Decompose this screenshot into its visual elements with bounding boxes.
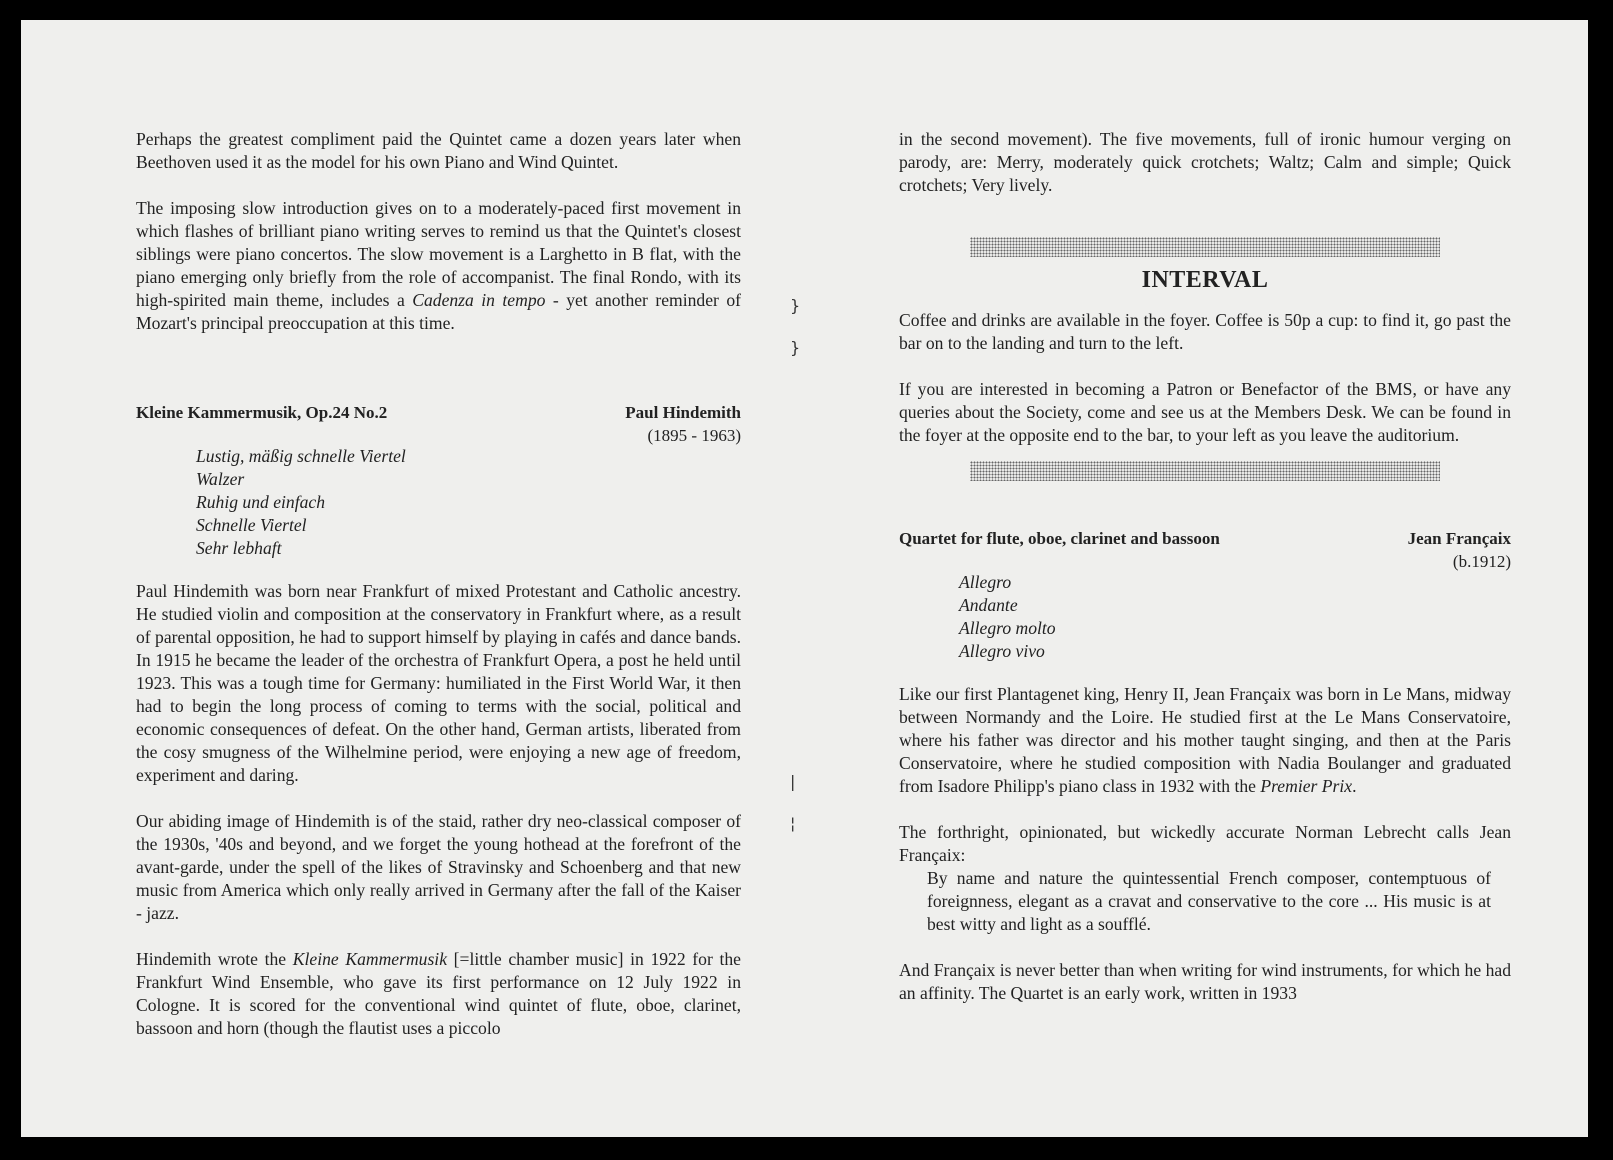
coffee-paragraph: Coffee and drinks are available in the foyer. Coffee is 50p a cup: to find it, go past the bar on to the landing and turn to the left. — [899, 310, 1511, 353]
composer-name: Paul Hindemith — [625, 403, 741, 422]
dotted-divider-bottom — [970, 461, 1440, 481]
patron-paragraph: If you are interested in becoming a Patron or Benefactor of the BMS, or have any queries about the Society, come and see us at the Members Desk. We can be found in the foyer at the opposite end to the bar, to your left as you leave the auditorium. — [899, 379, 1511, 445]
quintet-description-paragraph: The imposing slow introduction gives on to a moderately-paced first movement in which flashes of brilliant piano writing serves to remind us that the Quintet's closest siblings were piano concertos. The slow movement is a Larghetto in B flat, with the piano emerging only briefly from the role of accompanist. The final Rondo, with its high-spirited main theme, includes a Cadenza in tempo - yet another reminder of Mozart's principal preoccupation at this time. — [136, 198, 741, 333]
kammermusik-paragraph: Hindemith wrote the Kleine Kammermusik [=little chamber music] in 1922 for the Frankfurt Wind Ensemble, who gave its first performance on 12 July 1922 in Cologne. It is scored for the conventional wind quintet of flute, oboe, clarinet, bassoon and horn (though the flautist uses a piccolo — [136, 949, 741, 1038]
movement-item: Walzer — [196, 469, 245, 489]
movement-item: Andante — [959, 595, 1018, 615]
movement-list — [196, 445, 741, 560]
right-column — [899, 128, 1511, 1005]
francaix-heading — [899, 527, 1511, 573]
lebrecht-intro-paragraph: The forthright, opinionated, but wickedly accurate Norman Lebrecht calls Jean Françaix: — [899, 822, 1511, 865]
dotted-divider-top — [970, 237, 1440, 257]
five-movements-paragraph: in the second movement). The five movements, full of ironic humour verging on parody, are: Merry, moderately quick crotchets; Waltz; Calm and simple; Quick crotchets; Very lively. — [899, 129, 1511, 195]
composer-dates: (1895 - 1963) — [647, 426, 741, 445]
movement-item: Sehr lebhaft — [196, 538, 282, 558]
fold-mark-bottom: | — [790, 772, 796, 791]
hindemith-image-paragraph: Our abiding image of Hindemith is of the staid, rather dry neo-classical composer of the 1930s, '40s and beyond, and we forget the young hothead at the forefront of the avant-garde, under the spell of the likes of Stravinsky and Schoenberg and that new music from America which only really arrived in Germany after the fall of the Kaiser - jazz. — [136, 811, 741, 923]
premier-prix-text: Premier Prix — [1260, 776, 1353, 796]
composer-dates: (b.1912) — [1452, 552, 1511, 571]
interval-heading: INTERVAL — [1141, 267, 1269, 293]
fold-mark-top-2: } — [790, 338, 801, 357]
movement-item: Schnelle Viertel — [196, 515, 307, 535]
hindemith-heading — [136, 401, 741, 447]
movement-item: Allegro — [959, 572, 1012, 592]
fold-mark-top: } — [790, 296, 801, 315]
composer-name: Jean Françaix — [1407, 529, 1511, 548]
work-title: Kleine Kammermusik, Op.24 No.2 — [136, 403, 388, 422]
lebrecht-quote: By name and nature the quintessential French composer, contemptuous of foreignness, elegant as a cravat and conservative to the core ... His music is at best witty and light as a soufflé. — [927, 868, 1491, 934]
movement-list — [959, 571, 1511, 663]
hindemith-biography-paragraph: Paul Hindemith was born near Frankfurt of mixed Protestant and Catholic ancestry. He studied violin and composition at the conservatory in Frankfurt where, as a result of parental opposition, he had to support himself by playing in cafés and dance bands. In 1915 he became the leader of the orchestra of Frankfurt Opera, a post he held until 1923. This was a tough time for Germany: humiliated in the First World War, it then had to begin the long process of coming to terms with the social, political and economic consequences of defeat. On the other hand, German artists, liberated from the cosy smugness of the Wilhelmine period, were enjoying a new age of freedom, experiment and daring. — [136, 581, 741, 785]
movement-item: Allegro vivo — [959, 641, 1045, 661]
francaix-biography-paragraph: Like our first Plantagenet king, Henry II, Jean Françaix was born in Le Mans, midway between Normandy and the Loire. He studied first at the Le Mans Conservatoire, where his father was director and his mother taught singing, and then at the Paris Conservatoire, where he studied composition with Nadia Boulanger and graduated from Isadore Philipp's piano class in 1932 with the Premier Prix. — [899, 684, 1511, 796]
movement-item: Ruhig und einfach — [196, 492, 325, 512]
movement-item: Allegro molto — [959, 618, 1056, 638]
movement-item: Lustig, mäßig schnelle Viertel — [196, 446, 406, 466]
left-column — [136, 128, 741, 1040]
kammermusik-title: Kleine Kammermusik — [292, 949, 448, 969]
wind-instruments-paragraph: And Françaix is never better than when writing for wind instruments, for which he had an affinity. The Quartet is an early work, written in 1933 — [899, 960, 1511, 1003]
cadenza-text: Cadenza in tempo — [412, 290, 546, 310]
beethoven-paragraph: Perhaps the greatest compliment paid the Quintet came a dozen years later when Beethoven used it as the model for his own Piano and Wind Quintet. — [136, 129, 741, 172]
fold-mark-bottom-2: ¦ — [790, 814, 796, 833]
programme-page — [21, 20, 1588, 1137]
work-title: Quartet for flute, oboe, clarinet and bassoon — [899, 529, 1220, 548]
